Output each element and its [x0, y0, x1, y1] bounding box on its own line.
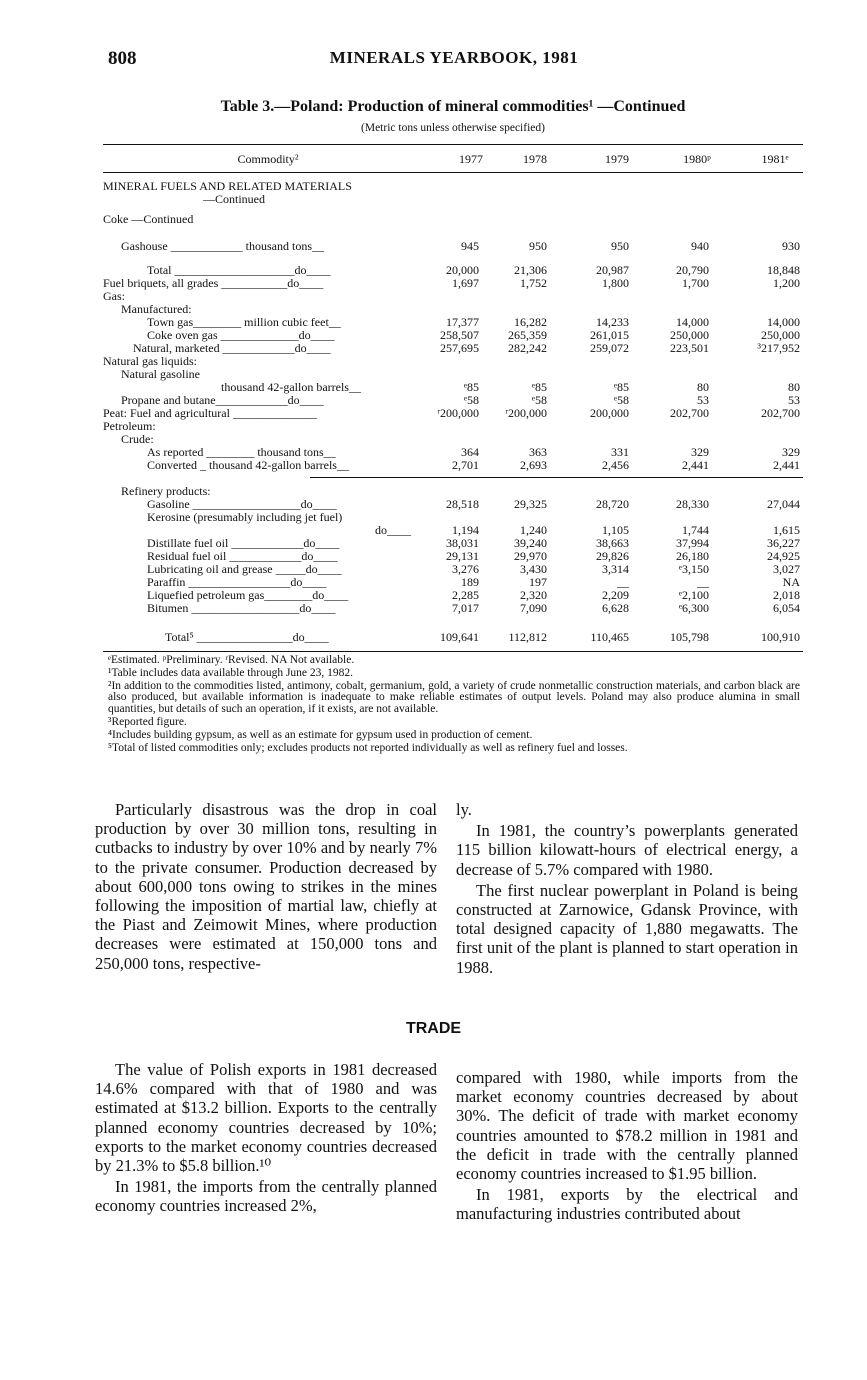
row-value: 250,000 — [761, 328, 800, 342]
row-value: 39,240 — [514, 536, 547, 550]
paragraph: The first nuclear powerplant in Poland is being constructed at Zarnowice, Gdansk Province, with total designed capacity of 1,880 megawatts. The first unit of the plant is planned to start operation in 1988. — [456, 880, 798, 977]
row-value: ᵉ85 — [463, 380, 479, 394]
row-label: Crude: — [121, 432, 154, 446]
table-row — [103, 631, 803, 644]
table-header-rule — [103, 172, 803, 173]
row-value: 20,000 — [446, 263, 479, 277]
row-value: 282,242 — [508, 341, 547, 355]
row-value: ᵉ2,100 — [678, 588, 709, 602]
row-label: MINERAL FUELS AND RELATED MATERIALS — [103, 179, 352, 193]
row-label: thousand 42-gallon barrels__ — [221, 380, 361, 394]
row-value: 950 — [529, 239, 547, 253]
paragraph: Particularly disastrous was the drop in coal production by over 30 million tons, resulting in cutbacks to industry by over 10% and by nearly 7% to the private consumer. Production decreased by about 600,000 tons owing to strikes in the mines following the imposition of martial law, chiefly at the Piast and Zeimowit Mines, where production decreases were estimated at 150,000 tons and 250,000 tons, respective- — [95, 800, 437, 973]
row-value: 3,430 — [520, 562, 547, 576]
row-value: 2,018 — [773, 588, 800, 602]
row-value: 1,240 — [520, 523, 547, 537]
row-value: 14,233 — [596, 315, 629, 329]
row-label: Natural gasoline — [121, 367, 200, 381]
row-value: 1,194 — [452, 523, 479, 537]
row-value: 364 — [461, 445, 479, 459]
trade-heading: TRADE — [405, 1020, 462, 1037]
row-value: 363 — [529, 445, 547, 459]
row-label: Total⁵ ________________do____ — [165, 630, 329, 644]
row-value: 109,641 — [440, 630, 479, 644]
row-value: ᵉ85 — [613, 380, 629, 394]
row-value: 16,282 — [514, 315, 547, 329]
row-label: do____ — [375, 523, 411, 537]
table-top-rule — [103, 144, 803, 145]
row-label: Gashouse ____________ thousand tons__ — [121, 239, 324, 253]
row-value: 14,000 — [767, 315, 800, 329]
footnote: ¹Table includes data available through June 23, 1982. — [108, 666, 354, 679]
row-label: Lubricating oil and grease _____do____ — [147, 562, 342, 576]
row-label: Kerosine (presumably including jet fuel) — [147, 510, 343, 524]
table-row — [103, 459, 803, 472]
column-header-1981: 1981ᵉ — [761, 152, 789, 166]
table-bottom-rule — [103, 651, 803, 652]
row-value: NA — [782, 575, 800, 589]
row-value: ᵉ58 — [463, 393, 479, 407]
row-label: Natural, marketed ____________do____ — [133, 341, 331, 355]
footnote: ⁵Total of listed commodities only; excludes products not reported individually as well as refinery fuel and losses. — [108, 741, 628, 754]
table-header-row — [103, 152, 803, 170]
table-row — [103, 420, 803, 433]
row-value: ᵉ6,300 — [678, 601, 709, 615]
row-value: 110,465 — [590, 630, 629, 644]
row-value: 21,306 — [514, 263, 547, 277]
row-value: ᵉ85 — [531, 380, 547, 394]
table-row — [103, 355, 803, 368]
row-label: Coke —Continued — [103, 212, 194, 226]
lower-left-column — [95, 1060, 437, 1216]
subtotal-rule — [310, 477, 803, 478]
row-value: 18,848 — [767, 263, 800, 277]
table-row — [103, 602, 803, 615]
row-value: 24,925 — [767, 549, 800, 563]
table-title: Table 3.—Poland: Production of mineral commodities¹ —Continued — [220, 98, 686, 115]
row-value: 329 — [782, 445, 800, 459]
row-value: 1,752 — [520, 276, 547, 290]
row-label: Total ____________________do____ — [147, 263, 331, 277]
row-value: 37,994 — [676, 536, 709, 550]
table-row — [103, 213, 803, 226]
row-label: Fuel briquets, all grades ___________do____ — [103, 276, 324, 290]
row-value: 945 — [461, 239, 479, 253]
row-label: Liquefied petroleum gas________do____ — [147, 588, 349, 602]
row-value: ᵉ58 — [613, 393, 629, 407]
row-value: ᵉ3,150 — [678, 562, 709, 576]
row-value: ʳ200,000 — [505, 406, 547, 420]
column-header-commodity: Commodity² — [237, 152, 299, 166]
row-value: 2,441 — [773, 458, 800, 472]
row-value: 259,072 — [590, 341, 629, 355]
paragraph: ly. — [456, 800, 472, 819]
row-value: 940 — [691, 239, 709, 253]
row-value: 223,501 — [670, 341, 709, 355]
row-label: Peat: Fuel and agricultural ______________ — [103, 406, 317, 420]
column-header-1978: 1978 — [523, 152, 547, 166]
paragraph: In 1981, the country’s powerplants generated 115 billion kilowatt-hours of electrical energy, a decrease of 5.7% compared with 1980. — [456, 821, 798, 879]
footnote: ᵉEstimated. ᵖPreliminary. ʳRevised. NA Not available. — [108, 654, 355, 666]
row-label: Converted _ thousand 42-gallon barrels__ — [147, 458, 349, 472]
row-value: 17,377 — [446, 315, 479, 329]
paragraph: In 1981, the imports from the centrally planned economy countries increased 2%, — [95, 1177, 437, 1216]
footnote: ³Reported figure. — [108, 715, 187, 728]
column-header-1977: 1977 — [459, 152, 483, 166]
row-value: 257,695 — [440, 341, 479, 355]
row-value: 53 — [697, 393, 709, 407]
row-label: Gas: — [103, 289, 125, 303]
table-row — [103, 277, 803, 290]
footnote: ⁴Includes building gypsum, as well as an estimate for gypsum used in production of cement. — [108, 728, 533, 741]
row-value: 2,320 — [520, 588, 547, 602]
row-value: 1,700 — [682, 276, 709, 290]
row-value: 20,987 — [596, 263, 629, 277]
table-row — [103, 407, 803, 420]
table-subtitle: (Metric tons unless otherwise specified) — [361, 122, 545, 134]
row-value: 6,054 — [773, 601, 800, 615]
row-value: 250,000 — [670, 328, 709, 342]
page-header — [108, 48, 800, 72]
row-value: 38,663 — [596, 536, 629, 550]
row-value: 202,700 — [670, 406, 709, 420]
row-value: 7,090 — [520, 601, 547, 615]
row-value: 2,209 — [602, 588, 629, 602]
row-value: 197 — [529, 575, 547, 589]
page-number: 808 — [108, 48, 137, 69]
paragraph: In 1981, exports by the electrical and manufacturing industries contributed about — [456, 1185, 798, 1224]
row-value: 2,456 — [602, 458, 629, 472]
row-value: __ — [617, 575, 629, 589]
row-label: Manufactured: — [121, 302, 192, 316]
row-label: Petroleum: — [103, 419, 156, 433]
row-value: 29,325 — [514, 497, 547, 511]
column-header-1980: 1980ᵖ — [683, 152, 711, 166]
row-label: Distillate fuel oil ____________do____ — [147, 536, 340, 550]
row-value: 28,330 — [676, 497, 709, 511]
row-value: __ — [697, 575, 709, 589]
row-value: 2,285 — [452, 588, 479, 602]
paragraph: The value of Polish exports in 1981 decreased 14.6% compared with that of 1980 and was estimated at $13.2 billion. Exports to the centrally planned economy countries decreased by 10%; exports to the market economy countries decreased by 21.3% to $5.8 billion.¹⁰ — [95, 1060, 437, 1176]
row-value: 329 — [691, 445, 709, 459]
row-value: 1,615 — [773, 523, 800, 537]
row-label: As reported ________ thousand tons__ — [147, 445, 336, 459]
row-value: 29,970 — [514, 549, 547, 563]
row-value: 38,031 — [446, 536, 479, 550]
row-label: Bitumen __________________do____ — [147, 601, 336, 615]
row-label: Refinery products: — [121, 484, 211, 498]
row-value: 29,826 — [596, 549, 629, 563]
table-footnotes — [108, 655, 800, 755]
row-value: 26,180 — [676, 549, 709, 563]
row-value: 105,798 — [670, 630, 709, 644]
row-value: ᵉ58 — [531, 393, 547, 407]
row-label: Natural gas liquids: — [103, 354, 197, 368]
row-value: 14,000 — [676, 315, 709, 329]
row-value: 80 — [788, 380, 800, 394]
row-value: 200,000 — [590, 406, 629, 420]
table-row — [103, 193, 803, 206]
row-value: ³217,952 — [757, 341, 800, 355]
row-value: 29,131 — [446, 549, 479, 563]
row-value: 80 — [697, 380, 709, 394]
row-value: 189 — [461, 575, 479, 589]
row-value: 36,227 — [767, 536, 800, 550]
row-value: 2,441 — [682, 458, 709, 472]
table-row — [103, 342, 803, 355]
row-label: Residual fuel oil ____________do____ — [147, 549, 338, 563]
paragraph: compared with 1980, while imports from the market economy countries decreased by about 30%. The deficit of trade with market economy countries amounted to $78.2 million in 1981 and the deficit in trade with the centrally planned economy countries increased to $1.95 billion. — [456, 1068, 798, 1184]
row-value: 3,276 — [452, 562, 479, 576]
running-title: MINERALS YEARBOOK, 1981 — [329, 48, 579, 67]
row-value: 2,693 — [520, 458, 547, 472]
row-value: 258,507 — [440, 328, 479, 342]
row-value: 3,314 — [602, 562, 629, 576]
row-value: 1,697 — [452, 276, 479, 290]
row-value: 6,628 — [602, 601, 629, 615]
table-row — [103, 240, 803, 253]
footnote: ²In addition to the commodities listed, antimony, cobalt, germanium, gold, a variety of crude nonmetallic construction materials, and carbon black are also produced, but available information is inadequate to make reliable estimates of output levels. Poland may also produce alumina in small quantities, but details of such an operation, if it exists, are not available. — [108, 679, 800, 716]
row-value: 1,105 — [602, 523, 629, 537]
upper-right-column — [456, 800, 798, 977]
row-value: ʳ200,000 — [437, 406, 479, 420]
row-value: 28,720 — [596, 497, 629, 511]
row-label: Town gas________ million cubic feet__ — [147, 315, 341, 329]
row-label: Propane and butane____________do____ — [121, 393, 324, 407]
row-value: 950 — [611, 239, 629, 253]
column-header-1979: 1979 — [605, 152, 629, 166]
row-value: 3,027 — [773, 562, 800, 576]
row-value: 1,744 — [682, 523, 709, 537]
row-value: 28,518 — [446, 497, 479, 511]
row-label: Paraffin _________________do____ — [147, 575, 327, 589]
row-value: 2,701 — [452, 458, 479, 472]
row-value: 112,812 — [508, 630, 547, 644]
upper-left-column — [95, 800, 437, 973]
row-value: 1,800 — [602, 276, 629, 290]
row-value: 265,359 — [508, 328, 547, 342]
row-label: Gasoline __________________do____ — [147, 497, 337, 511]
row-value: 53 — [788, 393, 800, 407]
lower-right-column — [456, 1068, 798, 1224]
row-value: 202,700 — [761, 406, 800, 420]
row-value: 331 — [611, 445, 629, 459]
row-value: 261,015 — [590, 328, 629, 342]
row-value: 20,790 — [676, 263, 709, 277]
row-value: 7,017 — [452, 601, 479, 615]
row-value: 27,044 — [767, 497, 800, 511]
row-value: 930 — [782, 239, 800, 253]
row-label: Coke oven gas _____________do____ — [147, 328, 335, 342]
row-label: —Continued — [203, 192, 265, 206]
row-value: 1,200 — [773, 276, 800, 290]
row-value: 100,910 — [761, 630, 800, 644]
table-row — [103, 290, 803, 303]
